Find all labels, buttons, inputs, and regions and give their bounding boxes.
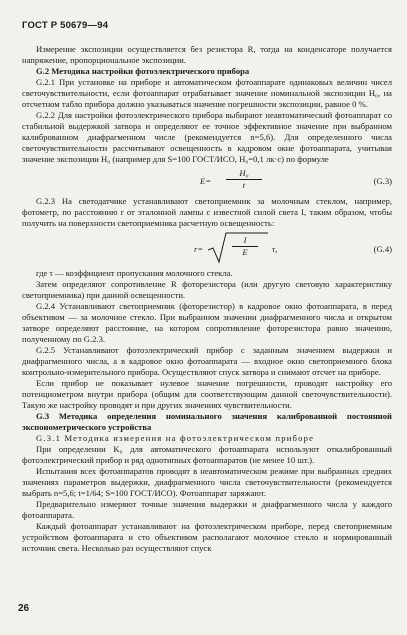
paragraph: G.2.4 Устанавливают светоприемник (фоторезистор) в кадровое окно фотоаппарата, в перед объективом — за молочное стекло. При выбранном значении диафрагменного числа и открытом затворе определяют расстояние, на котором сопротивление фоторезистора равно значению, полученному по G.2.3. <box>22 301 392 344</box>
formula-g3-fraction <box>226 168 262 191</box>
section-a <box>22 44 392 165</box>
paragraph: Испытания всех фотоаппаратов проводят в неавтоматическом режиме при выбранных средних значениях параметров выдержки, диафрагменного числа светочувствительности (рекомендуется выбрать n=5,6; t=1/64; S=100 ГОСТ/ИСО). Фотоаппарат заряжают. <box>22 466 392 498</box>
paragraph: G.2.5 Устанавливают фотоэлектрический прибор с заданным значением выдержки и диафрагменного числа, а в кадровое окно фотоаппарата — входное окно светоприемного блока контрольно-измерительного прибора. Осуществляют спуск затвора и снимают отсчет на приборе. <box>22 345 392 377</box>
paragraph: G.3.1 Методика измерения на фотоэлектрическом приборе <box>36 433 315 443</box>
paragraph: Измерение экспозиции осуществляется без резистора R, тогда на конденсаторе получается напряжение, пропорциональное экспозиции. <box>22 44 392 65</box>
paragraph: Затем определяют сопротивление R фоторезистора (или другую световую характеристику светоприемника) при данной освещенности. <box>22 279 392 300</box>
paragraph: Предварительно измеряют точные значения выдержки и диафрагменного числа у каждого фотоаппарата. <box>22 499 392 520</box>
formula-g4 <box>22 232 392 266</box>
section-c <box>22 268 392 554</box>
formula-g3-numerator: H₀ <box>226 168 262 180</box>
paragraph: Если прибор не показывает нулевое значение погрешности, проводят настройку его потенциометром внутри прибора (общим для соответствующим данной светочувствительности). Такую же настройку проводят и при других значениях чувствительности. <box>22 378 392 410</box>
paragraph: G.2.1 При установке на приборе и автоматическом фотоаппарате одинаковых величин чисел светочувствительности, если фотоаппарат отрабатывает значение номинальной экспозиции H₀, на отсчетном табло прибора должно указываться значение погрешности экспозиции, равное 0 %. <box>22 77 392 109</box>
paragraph: G.2.3 На светодатчике устанавливают светоприемник за молочным стеклом, например, фотометр, по расстоянию r от эталонной лампы с известной силой света I, таким образом, чтобы получить на поверхности светоприемника расчетную освещенность: <box>22 196 392 228</box>
section-heading: G.2 Методика настройки фотоэлектрического прибора <box>36 66 250 76</box>
page-number: 26 <box>18 603 30 614</box>
document-body <box>22 44 392 554</box>
formula-g4-fraction <box>232 235 258 258</box>
formula-g3-number: (G.3) <box>373 176 392 186</box>
paragraph: где τ — коэффициент пропускания молочного стекла. <box>36 268 233 278</box>
page-header: ГОСТ Р 50679—94 <box>22 20 109 31</box>
formula-g3-denominator: t <box>242 180 246 190</box>
formula-g3-lhs: E= <box>200 176 212 186</box>
formula-g4-numerator: I <box>232 235 258 247</box>
formula-g3 <box>22 168 392 194</box>
paragraph: Каждый фотоаппарат устанавливают на фотоэлектрическом приборе, перед светоприемным устройством фотоаппарата и сто объективом располагают молочное стекло и нормированный источник света. Несколько раз осуществляют спуск <box>22 521 392 553</box>
formula-g4-tau: τ, <box>272 244 278 254</box>
section-heading: G.3 Методика определения номинального значения калиброванной постоянной экспонометрического устройства <box>22 411 392 432</box>
paragraph: G.2.2 Для настройки фотоэлектрического прибора выбирают неавтоматический фотоаппарат со стабильной выдержкой затвора и определяют ее точное эффективное значение при выбранном калиброванном диафрагменном числе (рекомендуется n=5,6). Для определенного числа светочувствительности рассчитывают освещенность в кадровом окне фотоаппарата, учитывая значение экспозиции H₀ (например для S=100 ГОСТ/ИСО, H₀=0,1 лк·с) по формуле <box>22 110 392 164</box>
section-b <box>22 196 392 229</box>
formula-g4-denominator: E <box>242 247 248 257</box>
paragraph: При определении K₀ для автоматического фотоаппарата используют откалиброванный фотоэлектрический прибор и ряд однотипных фотоаппаратов (не менее 10 шт.). <box>22 444 392 465</box>
formula-g4-number: (G.4) <box>373 244 392 254</box>
formula-g4-lhs: r= <box>194 244 204 254</box>
